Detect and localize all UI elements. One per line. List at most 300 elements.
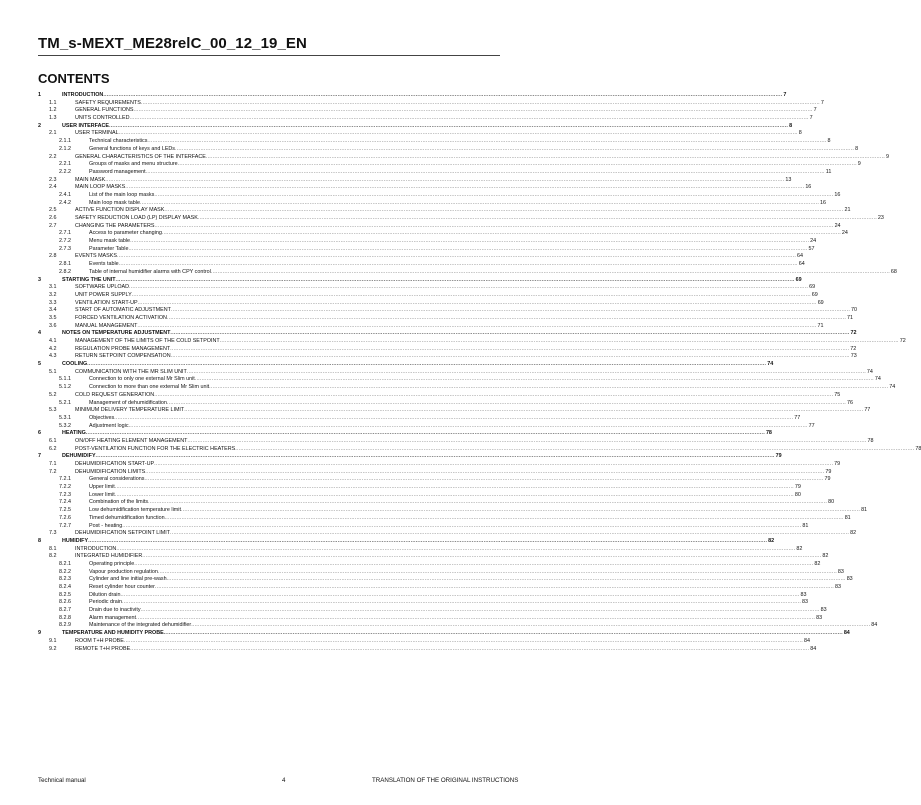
toc-entry-label: SAFETY REQUIREMENTS — [75, 99, 141, 106]
toc-entry-label: TEMPERATURE AND HUMIDITY PROBE — [62, 630, 164, 637]
toc-entry-page: 11 — [825, 168, 832, 175]
toc-entry-text — [62, 361, 774, 369]
toc-entry-text — [89, 507, 868, 515]
toc-entry-label: Operating principle — [89, 560, 135, 567]
toc-entry-text — [89, 522, 809, 531]
toc-entry-number: 1.1 — [49, 99, 57, 106]
toc-entry-page: 69 — [817, 299, 824, 306]
toc-entry-label: UNITS CONTROLLED — [75, 115, 130, 122]
toc-entry-text — [75, 253, 804, 261]
toc-entry-text — [89, 191, 841, 200]
toc-entry[interactable] — [38, 338, 906, 346]
toc-leader-dots: ................................................................................................................................................................................................................................................................................................................................................................................................................ — [166, 399, 846, 406]
toc-entry-page: 84 — [871, 622, 878, 629]
toc-leader-dots: ................................................................................................................................................................................................................................................................................................................................................................................................................ — [184, 407, 864, 414]
toc-entry-page: 79 — [834, 461, 841, 467]
toc-leader-dots: ................................................................................................................................................................................................................................................................................................................................................................................................................ — [164, 514, 844, 521]
footer-right: TRANSLATION OF THE ORIGINAL INSTRUCTIONS — [372, 777, 519, 784]
toc-leader-dots: ................................................................................................................................................................................................................................................................................................................................................................................................................ — [145, 168, 825, 175]
toc-entry[interactable] — [38, 537, 775, 546]
toc-entry-text — [89, 584, 841, 592]
toc-leader-dots: ................................................................................................................................................................................................................................................................................................................................................................................................................ — [210, 268, 890, 275]
toc-leader-dots: ................................................................................................................................................................................................................................................................................................................................................................................................................ — [144, 476, 824, 483]
toc-entry[interactable] — [38, 122, 793, 131]
toc-entry-label: MANUAL MANAGEMENT — [75, 322, 138, 329]
toc-entry-text — [75, 153, 889, 162]
toc-leader-dots: ................................................................................................................................................................................................................................................................................................................................................................................................................ — [103, 92, 783, 98]
toc-leader-dots: ................................................................................................................................................................................................................................................................................................................................................................................................................ — [121, 599, 802, 606]
toc-leader-dots: ................................................................................................................................................................................................................................................................................................................................................................................................................ — [154, 584, 834, 590]
toc-entry-page: 16 — [805, 184, 812, 191]
toc-leader-dots: ................................................................................................................................................................................................................................................................................................................................................................................................................ — [125, 184, 805, 191]
toc-entry[interactable] — [38, 345, 857, 354]
toc-entry-label: GENERAL FUNCTIONS — [75, 107, 134, 114]
toc-entry-page: 7 — [809, 115, 813, 122]
toc-entry[interactable] — [38, 614, 823, 623]
toc-entry-page: 79 — [794, 484, 801, 491]
toc-entry-number: 8.2.9 — [59, 622, 71, 629]
toc-entry[interactable] — [38, 291, 818, 300]
toc-entry-page: 74 — [767, 361, 774, 368]
toc-entry-page: 23 — [877, 215, 884, 221]
toc-entry-text — [75, 530, 857, 538]
toc-entry-text — [89, 622, 878, 630]
toc-entry[interactable] — [38, 184, 812, 192]
toc-entry[interactable] — [38, 199, 827, 208]
toc-entry-page: 76 — [847, 399, 853, 406]
toc-entry[interactable] — [38, 230, 848, 238]
toc-entry[interactable] — [38, 207, 851, 215]
toc-entry-label: CHANGING THE PARAMETERS — [75, 222, 155, 229]
toc-entry[interactable] — [38, 253, 804, 261]
toc-entry[interactable] — [38, 238, 817, 246]
toc-entry-label: Connection to more than one external Mr Slim unit — [89, 384, 210, 391]
page-number: 4 — [282, 777, 286, 784]
toc-entry-number: 7.2.2 — [59, 484, 71, 491]
toc-entry-label: EVENTS MASKS — [75, 253, 117, 260]
toc-leader-dots: ................................................................................................................................................................................................................................................................................................................................................................................................................ — [128, 245, 808, 252]
toc-entry-page: 81 — [861, 507, 868, 514]
toc-entry-label: Cylinder and line initial pre-wash — [89, 576, 167, 583]
toc-entry-label: COOLING — [62, 361, 88, 368]
toc-entry-label: Drain due to inactivity — [89, 607, 141, 614]
toc-leader-dots: ................................................................................................................................................................................................................................................................................................................................................................................................................ — [105, 176, 785, 183]
toc-entry-page: 71 — [817, 322, 824, 329]
toc-entry[interactable] — [38, 391, 841, 400]
toc-entry-text — [75, 99, 824, 108]
toc-leader-dots: ................................................................................................................................................................................................................................................................................................................................................................................................................ — [170, 307, 851, 314]
toc-entry-label: Dilution drain — [89, 591, 121, 598]
toc-entry-number: 5.1.2 — [59, 384, 71, 391]
toc-entry-page: 83 — [835, 584, 841, 590]
toc-entry-text — [75, 222, 841, 231]
toc-entry[interactable] — [38, 453, 782, 461]
toc-entry-label: DEHUMIDIFICATION START-UP — [75, 461, 155, 467]
toc-entry[interactable] — [38, 222, 841, 231]
toc-entry[interactable] — [38, 568, 844, 577]
toc-leader-dots: ................................................................................................................................................................................................................................................................................................................................................................................................................ — [136, 614, 816, 621]
toc-entry-page: 9 — [857, 161, 861, 168]
toc-leader-dots: ................................................................................................................................................................................................................................................................................................................................................................................................................ — [161, 230, 841, 237]
toc-entry[interactable] — [38, 491, 801, 500]
toc-entry-text — [89, 499, 835, 507]
toc-entry-label: ON/OFF HEATING ELEMENT MANAGEMENT — [75, 437, 188, 444]
toc-entry[interactable] — [38, 261, 805, 269]
toc-entry[interactable] — [38, 314, 854, 323]
toc-entry-text — [89, 199, 827, 208]
toc-entry-text — [75, 338, 906, 346]
toc-entry-number: 7.2.6 — [59, 514, 71, 521]
toc-entry-page: 74 — [874, 376, 881, 383]
toc-leader-dots: ................................................................................................................................................................................................................................................................................................................................................................................................................ — [109, 122, 789, 129]
toc-entry-number: 7.2.4 — [59, 499, 71, 506]
toc-entry-number: 2 — [38, 122, 41, 129]
toc-leader-dots: ................................................................................................................................................................................................................................................................................................................................................................................................................ — [130, 645, 810, 652]
toc-leader-dots: ................................................................................................................................................................................................................................................................................................................................................................................................................ — [205, 153, 885, 160]
toc-entry-page: 84 — [810, 645, 817, 652]
toc-entry-page: 71 — [847, 314, 854, 321]
toc-entry-text — [75, 553, 829, 561]
toc-entry-label: REMOTE T+H PROBE — [75, 645, 131, 652]
toc-entry-page: 8 — [798, 130, 802, 137]
toc-entry-text — [75, 299, 824, 308]
toc-entry-page: 68 — [890, 268, 897, 275]
toc-entry[interactable] — [38, 499, 835, 507]
toc-entry-page: 83 — [837, 568, 844, 575]
toc-entry-number: 2.3 — [49, 176, 57, 183]
toc-entry-label: HUMIDIFY — [62, 537, 89, 544]
toc-entry-text — [62, 453, 782, 461]
toc-entry-text — [75, 284, 816, 292]
toc-entry-number: 2.4.1 — [59, 191, 71, 198]
toc-leader-dots: ................................................................................................................................................................................................................................................................................................................................................................................................................ — [118, 261, 798, 268]
toc-entry-label: FORCED VENTILATION ACTIVATION — [75, 314, 167, 321]
toc-entry[interactable] — [38, 115, 813, 123]
toc-entry[interactable] — [38, 276, 802, 285]
toc-entry-number: 2.8.2 — [59, 268, 71, 275]
toc-entry-label: STARTING THE UNIT — [62, 276, 116, 283]
toc-entry-text — [89, 230, 848, 238]
toc-entry-text — [89, 607, 827, 615]
toc-entry-label: Vapour production regulation — [89, 568, 158, 575]
toc-entry-number: 3 — [38, 276, 41, 283]
toc-leader-dots: ................................................................................................................................................................................................................................................................................................................................................................................................................ — [115, 276, 795, 283]
toc-entry[interactable] — [38, 484, 801, 492]
toc-entry-number: 5.3.2 — [59, 422, 71, 429]
toc-entry-label: START OF AUTOMATIC ADJUSTMENT — [75, 307, 171, 314]
toc-entry[interactable] — [38, 92, 787, 100]
toc-entry-number: 8.2.6 — [59, 599, 71, 606]
toc-entry-number: 5.2.1 — [59, 399, 71, 406]
toc-entry-label: Objectives — [89, 414, 115, 421]
toc-entry-text — [75, 307, 858, 315]
toc-entry-text — [89, 268, 897, 277]
toc-leader-dots: ................................................................................................................................................................................................................................................................................................................................................................................................................ — [180, 507, 861, 514]
toc-entry-number: 8.2.3 — [59, 576, 71, 583]
toc-entry[interactable] — [38, 445, 921, 454]
toc-entry-number: 5.1 — [49, 368, 57, 375]
toc-entry[interactable] — [38, 437, 874, 446]
toc-entry-number: 9 — [38, 630, 41, 637]
toc-entry[interactable] — [38, 430, 772, 438]
toc-entry[interactable] — [38, 284, 816, 292]
toc-entry[interactable] — [38, 584, 841, 592]
toc-entry-label: List of the main loop masks — [89, 191, 155, 198]
toc-leader-dots: ................................................................................................................................................................................................................................................................................................................................................................................................................ — [166, 576, 846, 583]
toc-entry-number: 7.2 — [49, 468, 57, 475]
toc-entry[interactable] — [38, 622, 878, 630]
toc-leader-dots: ................................................................................................................................................................................................................................................................................................................................................................................................................ — [177, 161, 857, 168]
toc-entry-text — [75, 391, 841, 400]
toc-entry[interactable] — [38, 376, 881, 384]
toc-entry-text — [89, 399, 853, 408]
toc-entry-page: 82 — [850, 530, 857, 537]
toc-entry-number: 2.2.2 — [59, 168, 71, 175]
toc-entry-label: Low dehumidification temperature limit — [89, 507, 181, 514]
toc-leader-dots: ................................................................................................................................................................................................................................................................................................................................................................................................................ — [219, 338, 899, 344]
toc-entry-page: 77 — [808, 422, 815, 429]
toc-entry-label: Parameter Table — [89, 245, 129, 252]
toc-entry-number: 8.1 — [49, 545, 57, 552]
toc-entry-number: 7.3 — [49, 530, 57, 537]
toc-entry-number: 8.2 — [49, 553, 57, 560]
toc-leader-dots: ................................................................................................................................................................................................................................................................................................................................................................................................................ — [166, 314, 847, 321]
toc-entry[interactable] — [38, 599, 809, 607]
toc-entry-text — [75, 461, 841, 469]
toc-entry[interactable] — [38, 99, 824, 108]
toc-entry-text — [75, 545, 803, 554]
toc-entry[interactable] — [38, 107, 817, 115]
contents-heading: CONTENTS — [38, 71, 110, 86]
toc-entry[interactable] — [38, 530, 857, 538]
toc-entry-page: 83 — [802, 599, 809, 606]
toc-entry[interactable] — [38, 353, 857, 361]
toc-entry-number: 2.7 — [49, 222, 57, 229]
toc-entry-page: 81 — [802, 522, 809, 529]
toc-entry-page: 7 — [783, 92, 787, 98]
toc-entry[interactable] — [38, 560, 821, 569]
toc-entry-page: 73 — [850, 353, 857, 360]
toc-entry[interactable] — [38, 461, 841, 469]
toc-entry-page: 24 — [810, 238, 817, 245]
toc-entry[interactable] — [38, 138, 831, 146]
toc-entry[interactable] — [38, 153, 889, 162]
toc-leader-dots: ................................................................................................................................................................................................................................................................................................................................................................................................................ — [128, 422, 808, 429]
toc-entry-number: 5.3 — [49, 407, 57, 414]
toc-entry-number: 9.1 — [49, 637, 57, 644]
toc-entry[interactable] — [38, 545, 803, 554]
toc-entry-page: 78 — [915, 445, 921, 452]
toc-entry-text — [89, 422, 815, 431]
toc-entry-page: 7 — [820, 99, 824, 106]
toc-entry[interactable] — [38, 514, 851, 523]
toc-entry[interactable] — [38, 407, 871, 415]
toc-entry[interactable] — [38, 168, 832, 177]
toc-entry-label: UNIT POWER SUPPLY — [75, 291, 132, 298]
toc-entry-number: 8.2.7 — [59, 607, 71, 614]
toc-entry-page: 24 — [834, 222, 841, 229]
toc-leader-dots: ................................................................................................................................................................................................................................................................................................................................................................................................................ — [142, 553, 822, 560]
toc-entry-text — [89, 476, 831, 484]
toc-entry[interactable] — [38, 476, 831, 484]
toc-entry[interactable] — [38, 414, 801, 423]
toc-entry-label: SOFTWARE UPLOAD — [75, 284, 130, 291]
toc-entry-page: 13 — [785, 176, 792, 183]
toc-entry-label: Management of dehumidification — [89, 399, 167, 406]
toc-entry-number: 8.2.1 — [59, 560, 71, 567]
toc-entry-number: 4.1 — [49, 338, 57, 344]
toc-entry[interactable] — [38, 245, 815, 254]
toc-entry-number: 8.2.2 — [59, 568, 71, 575]
toc-leader-dots: ................................................................................................................................................................................................................................................................................................................................................................................................................ — [122, 522, 802, 529]
toc-entry[interactable] — [38, 576, 853, 584]
toc-entry-text — [62, 276, 802, 285]
toc-entry[interactable] — [38, 299, 824, 308]
toc-entry-label: Events table — [89, 261, 119, 268]
toc-entry-number: 2.1 — [49, 130, 57, 137]
toc-entry-number: 1.3 — [49, 115, 57, 122]
toc-entry-number: 2.1.2 — [59, 145, 71, 152]
toc-entry[interactable] — [38, 553, 829, 561]
toc-leader-dots: ................................................................................................................................................................................................................................................................................................................................................................................................................ — [170, 345, 850, 352]
toc-entry-page: 82 — [822, 553, 829, 560]
toc-leader-dots: ................................................................................................................................................................................................................................................................................................................................................................................................................ — [157, 568, 837, 575]
toc-entry-number: 2.5 — [49, 207, 57, 214]
toc-entry-number: 6.1 — [49, 437, 57, 444]
toc-entry[interactable] — [38, 645, 817, 654]
toc-entry[interactable] — [38, 368, 873, 377]
toc-entry-text — [75, 291, 818, 300]
toc-entry-page: 74 — [889, 384, 896, 391]
toc-entry-text — [89, 238, 817, 246]
toc-entry[interactable] — [38, 384, 896, 392]
toc-leader-dots: ................................................................................................................................................................................................................................................................................................................................................................................................................ — [137, 322, 817, 329]
toc-entry-label: NOTES ON TEMPERATURE ADJUSTMENT — [62, 330, 171, 337]
toc-leader-dots: ................................................................................................................................................................................................................................................................................................................................................................................................................ — [164, 207, 844, 214]
toc-leader-dots: ................................................................................................................................................................................................................................................................................................................................................................................................................ — [114, 414, 794, 421]
toc-entry-label: Groups of masks and menu structure — [89, 161, 178, 168]
toc-entry-number: 2.4 — [49, 184, 57, 191]
toc-entry-text — [89, 491, 801, 500]
toc-entry-text — [89, 599, 809, 607]
toc-entry-text — [75, 353, 857, 361]
toc-entry-number: 2.7.2 — [59, 238, 71, 245]
toc-entry-number: 8.2.4 — [59, 584, 71, 590]
toc-entry-label: Adjustment logic — [89, 422, 129, 429]
toc-entry[interactable] — [38, 522, 809, 531]
toc-entry[interactable] — [38, 161, 861, 169]
toc-entry-page: 82 — [768, 537, 775, 544]
toc-entry-label: General functions of keys and LEDs — [89, 145, 175, 152]
toc-entry-page: 79 — [825, 468, 832, 475]
toc-entry-number: 2.2 — [49, 153, 57, 160]
toc-entry-label: Upper limit — [89, 484, 115, 491]
toc-entry-page: 9 — [885, 153, 889, 160]
toc-leader-dots: ................................................................................................................................................................................................................................................................................................................................................................................................................ — [133, 107, 813, 114]
toc-entry-label: Combination of the limits — [89, 499, 149, 506]
toc-entry[interactable] — [38, 607, 827, 615]
toc-leader-dots: ................................................................................................................................................................................................................................................................................................................................................................................................................ — [129, 115, 809, 122]
toc-entry-page: 83 — [800, 591, 807, 598]
toc-entry-label: General considerations — [89, 476, 145, 483]
toc-leader-dots: ................................................................................................................................................................................................................................................................................................................................................................................................................ — [187, 437, 867, 444]
toc-leader-dots: ................................................................................................................................................................................................................................................................................................................................................................................................................ — [191, 622, 871, 629]
toc-entry-label: MAIN LOOP MASKS — [75, 184, 126, 191]
toc-entry-label: Lower limit — [89, 491, 115, 498]
toc-entry-number: 3.1 — [49, 284, 57, 291]
toc-leader-dots: ................................................................................................................................................................................................................................................................................................................................................................................................................ — [170, 330, 850, 337]
toc-leader-dots: ................................................................................................................................................................................................................................................................................................................................................................................................................ — [131, 291, 811, 298]
toc-entry-page: 16 — [820, 199, 827, 206]
toc-entry-text — [89, 484, 801, 492]
toc-entry-label: Maintenance of the integrated dehumidifier — [89, 622, 192, 629]
toc-entry-label: INTEGRATED HUMIDIFIER — [75, 553, 143, 560]
toc-entry-number: 5 — [38, 361, 41, 368]
toc-entry[interactable] — [38, 507, 868, 515]
toc-entry[interactable] — [38, 191, 841, 200]
toc-entry-number: 7.1 — [49, 461, 57, 467]
toc-entry[interactable] — [38, 307, 858, 315]
toc-entry[interactable] — [38, 399, 853, 408]
toc-entry[interactable] — [38, 361, 774, 369]
toc-entry[interactable] — [38, 176, 792, 185]
toc-entry[interactable] — [38, 422, 815, 431]
toc-entry-label: COLD REQUEST GENERATION — [75, 391, 155, 398]
toc-entry-number: 4.3 — [49, 353, 57, 360]
toc-entry-number: 2.8 — [49, 253, 57, 260]
toc-entry-page: 79 — [824, 476, 831, 483]
toc-entry-page: 8 — [789, 122, 793, 129]
toc-entry-label: Timed dehumidification function — [89, 514, 165, 521]
toc-entry-text — [89, 384, 896, 392]
toc-entry-label: DEHUMIDIFICATION LIMITS — [75, 468, 146, 475]
toc-entry[interactable] — [38, 591, 807, 600]
toc-leader-dots: ................................................................................................................................................................................................................................................................................................................................................................................................................ — [197, 215, 877, 221]
toc-entry-label: Connection to only one external Mr Slim unit — [89, 376, 195, 383]
toc-entry[interactable] — [38, 330, 857, 338]
toc-entry-number: 2.6 — [49, 215, 57, 221]
toc-entry-page: 72 — [899, 338, 906, 344]
toc-leader-dots: ................................................................................................................................................................................................................................................................................................................................................................................................................ — [154, 222, 834, 229]
toc-entry[interactable] — [38, 130, 802, 138]
toc-entry-page: 24 — [841, 230, 848, 237]
toc-entry-page: 77 — [794, 414, 801, 421]
toc-leader-dots: ................................................................................................................................................................................................................................................................................................................................................................................................................ — [154, 391, 834, 398]
toc-entry-label: SAFETY REDUCTION LOAD (LP) DISPLAY MASK — [75, 215, 198, 221]
toc-entry[interactable] — [38, 215, 884, 223]
toc-leader-dots: ................................................................................................................................................................................................................................................................................................................................................................................................................ — [130, 238, 810, 245]
toc-entry[interactable] — [38, 322, 824, 331]
toc-entry-text — [75, 115, 813, 123]
toc-entry[interactable] — [38, 268, 897, 277]
toc-entry-text — [62, 630, 850, 638]
toc-entry[interactable] — [38, 630, 850, 638]
toc-leader-dots: ................................................................................................................................................................................................................................................................................................................................................................................................................ — [88, 537, 768, 544]
toc-entry-page: 64 — [797, 253, 804, 260]
toc-entry-text — [75, 645, 817, 654]
toc-entry-text — [89, 614, 823, 623]
toc-entry-number: 2.4.2 — [59, 199, 71, 206]
toc-entry-text — [75, 207, 851, 215]
toc-leader-dots: ................................................................................................................................................................................................................................................................................................................................................................................................................ — [154, 461, 834, 467]
toc-entry[interactable] — [38, 637, 810, 646]
toc-entry-label: USER INTERFACE — [62, 122, 110, 129]
toc-leader-dots: ................................................................................................................................................................................................................................................................................................................................................................................................................ — [129, 284, 809, 291]
toc-entry-number: 3.5 — [49, 314, 57, 321]
toc-entry[interactable] — [38, 145, 859, 154]
toc-entry[interactable] — [38, 468, 832, 477]
toc-entry-page: 81 — [844, 514, 851, 521]
